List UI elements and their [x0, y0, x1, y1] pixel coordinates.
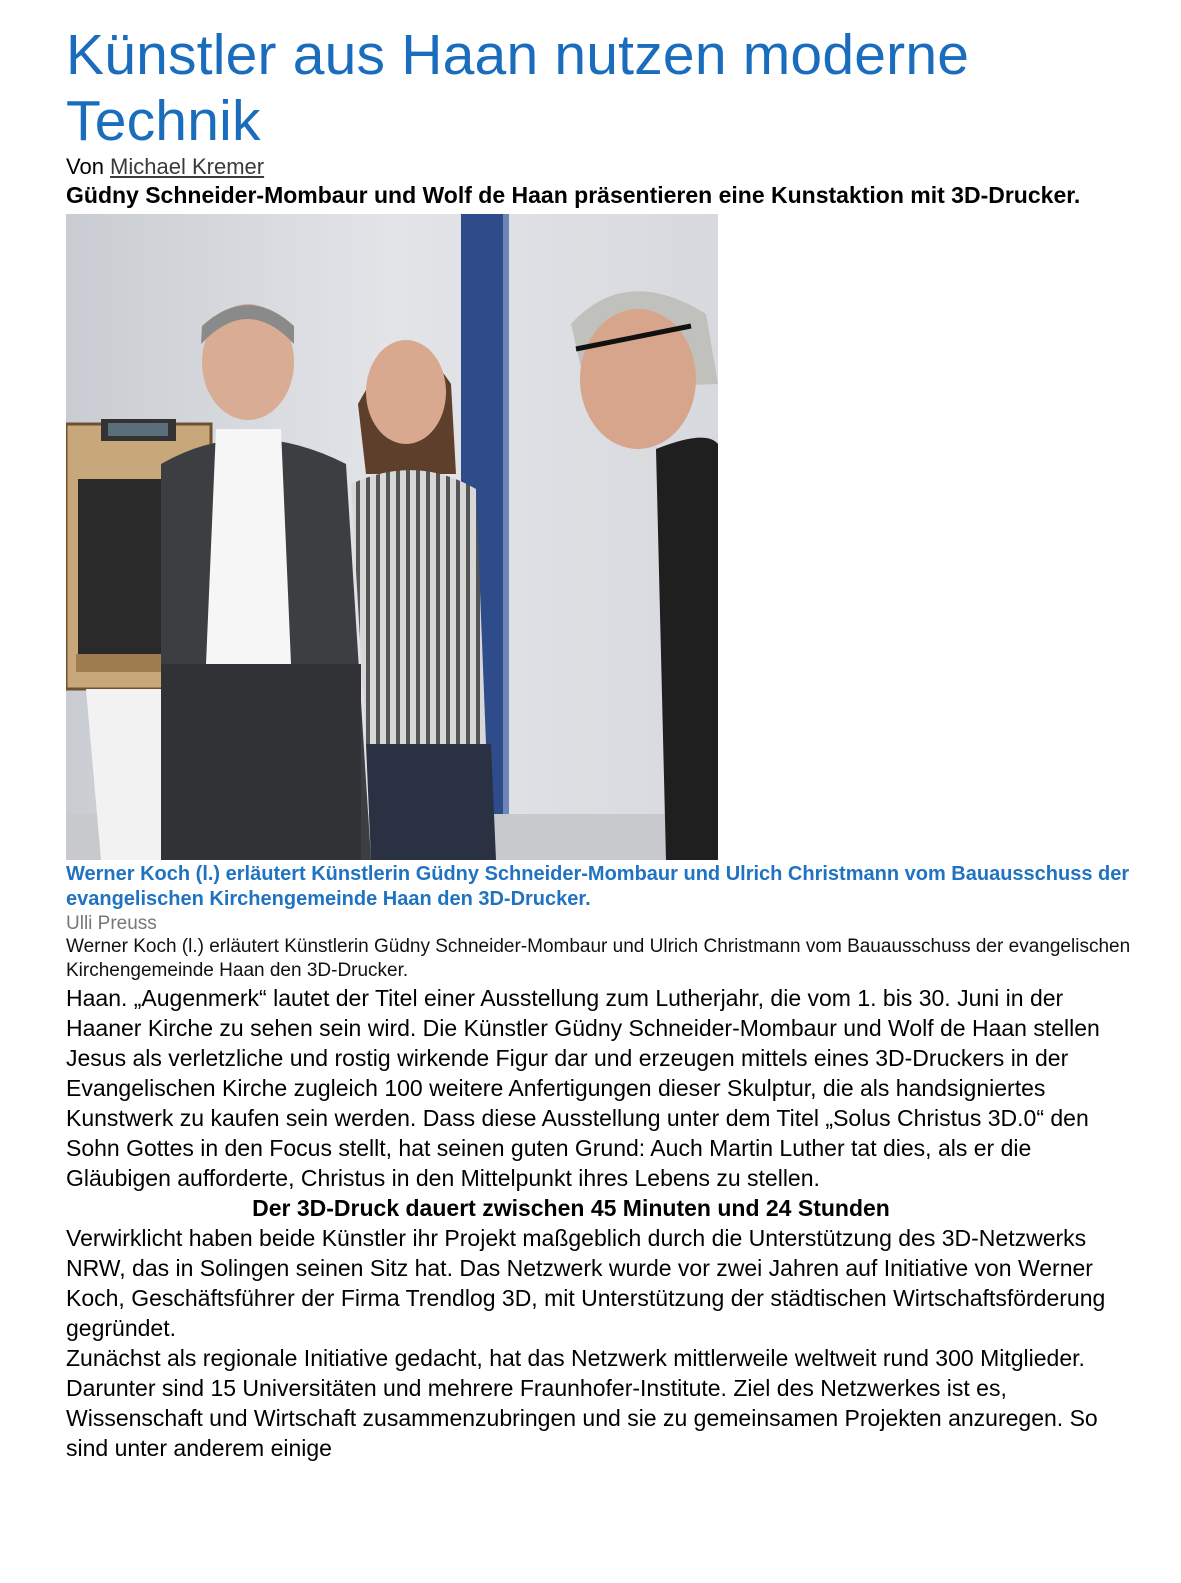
paragraph-2: Verwirklicht haben beide Künstler ihr Projekt maßgeblich durch die Unterstützung des 3D-Netzwerks NRW, das in Solingen seinen Sitz hat. Das Netzwerk wurde vor zwei Jahren auf Initiative von Werner Koch, Geschäftsführer der Firma Trendlog 3D, mit Unterstützung der städtischen Wirtschaftsförderung gegründet.	[66, 1225, 1106, 1341]
photo-caption: Werner Koch (l.) erläutert Künstlerin Güdny Schneider-Mombaur und Ulrich Christmann vom Bauausschuss der evangelischen Kirchengemeinde Haan den 3D-Drucker.	[66, 936, 1131, 981]
paragraph-1: Haan. „Augenmerk“ lautet der Titel einer Ausstellung zum Lutherjahr, die vom 1. bis 30. Juni in der Haaner Kirche zu sehen sein wird. Die Künstler Güdny Schneider-Mombaur und Wolf de Haan stellen Jesus als verletzliche und rostig wirkende Figur dar und erzeugen mittels eines 3D-Druckers in der Evangelischen Kirche zugleich 100 weitere Anfertigungen dieser Skulptur, die als handsigniertes Kunstwerk zu kaufen sein werden. Dass diese Ausstellung unter dem Titel „Solus Christus 3D.0“ den Sohn Gottes in den Focus stellt, hat seinen guten Grund: Auch Martin Luther tat dies, als er die Gläubigen aufforderte, Christus in den Mittelpunkt ihres Lebens zu stellen.	[66, 985, 1100, 1191]
article-teaser: Güdny Schneider-Mombaur und Wolf de Haan präsentieren eine Kunstaktion mit 3D-Drucker.	[66, 182, 1081, 208]
author-link[interactable]: Michael Kremer	[110, 154, 265, 179]
paragraph-3: Zunächst als regionale Initiative gedacht, hat das Netzwerk mittlerweile weltweit rund 300 Mitglieder. Darunter sind 15 Universitäten und mehrere Fraunhofer-Institute. Ziel des Netzwerkes ist es, Wissenschaft und Wirtschaft zusammenzubringen und sie zu gemeinsamen Projekten anzuregen. So sind unter anderem einige	[66, 1345, 1098, 1461]
photo-credit: Ulli Preuss	[66, 913, 157, 934]
byline-prefix: Von	[66, 154, 111, 179]
article-headline: Künstler aus Haan nutzen moderne Technik	[66, 23, 970, 153]
photo-illustration	[66, 214, 718, 860]
photo-caption-highlight: Werner Koch (l.) erläutert Künstlerin Güdny Schneider-Mombaur und Ulrich Christmann vom Bauausschuss der evangelischen Kirchengemeinde Haan den 3D-Drucker.	[66, 863, 1130, 910]
article-photo	[66, 214, 718, 860]
article	[66, 0, 1136, 1463]
subheading: Der 3D-Druck dauert zwischen 45 Minuten und 24 Stunden	[252, 1195, 890, 1221]
byline	[66, 154, 1136, 180]
